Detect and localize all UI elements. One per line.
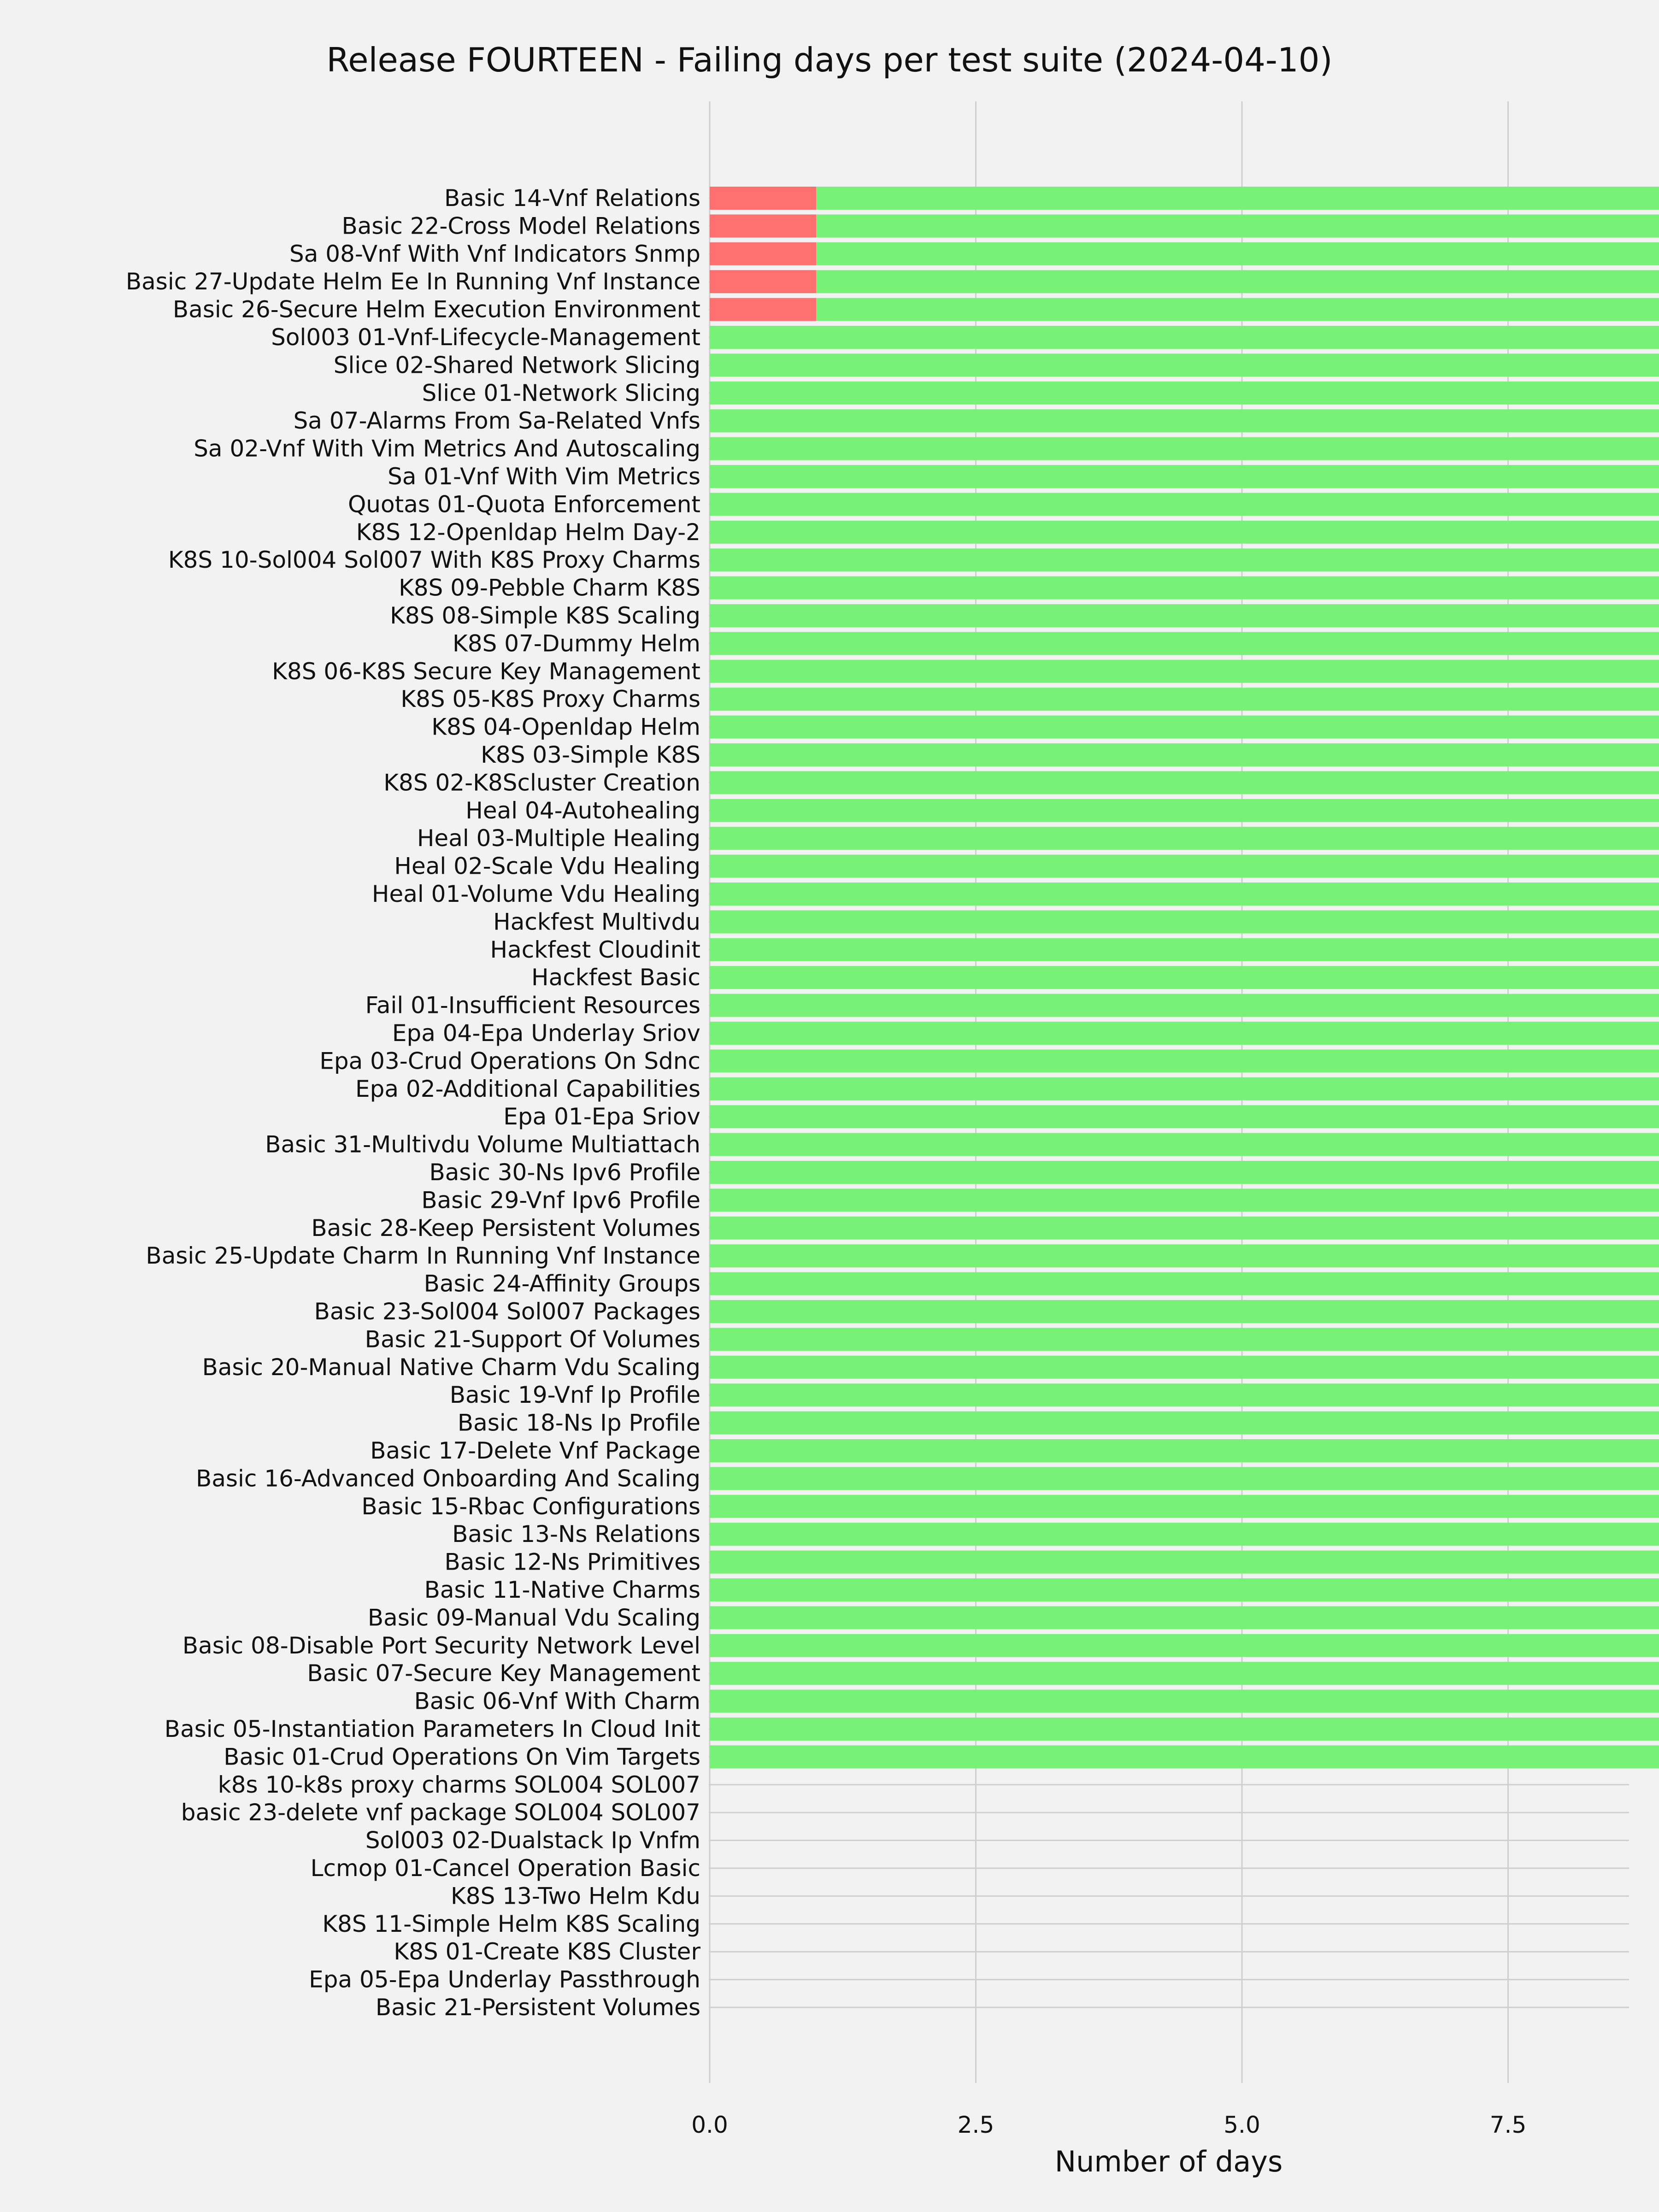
y-tick-label: Basic 28-Keep Persistent Volumes	[311, 1214, 700, 1241]
bar-passing-days	[710, 1439, 1659, 1462]
y-tick-label: K8S 05-K8S Proxy Charms	[400, 686, 700, 713]
bar-passing-days	[710, 409, 1659, 432]
y-tick-label: Heal 03-Multiple Healing	[417, 825, 700, 852]
bar-passing-days	[710, 1606, 1659, 1629]
bars-group	[710, 187, 1659, 1768]
bar-passing-days	[710, 1551, 1659, 1574]
y-tick-label: Basic 25-Update Charm In Running Vnf Instance	[146, 1242, 700, 1270]
y-tick-label: Basic 19-Vnf Ip Profile	[449, 1382, 700, 1409]
y-tick-label: K8S 07-Dummy Helm	[453, 630, 700, 657]
bar-passing-days	[710, 855, 1659, 878]
y-tick-label: Basic 23-Sol004 Sol007 Packages	[314, 1298, 700, 1325]
bar-passing-days	[710, 632, 1659, 655]
y-tick-label: Basic 13-Ns Relations	[452, 1521, 700, 1548]
y-tick-label: Basic 24-Affinity Groups	[424, 1270, 700, 1297]
y-tick-label: K8S 02-K8Scluster Creation	[383, 769, 700, 796]
bar-passing-days	[710, 688, 1659, 711]
bar-passing-days	[710, 353, 1659, 377]
bar-failing-days	[710, 214, 816, 237]
bar-passing-days	[710, 465, 1659, 488]
bar-passing-days	[710, 660, 1659, 683]
bar-passing-days	[710, 743, 1659, 766]
bar-passing-days	[710, 382, 1659, 405]
y-tick-label: Basic 08-Disable Port Security Network Level	[182, 1632, 700, 1659]
y-tick-label: Epa 02-Additional Capabilities	[355, 1075, 700, 1102]
bar-failing-days	[710, 242, 816, 265]
y-tick-label: Heal 02-Scale Vdu Healing	[394, 853, 700, 880]
y-tick-label: Heal 04-Autohealing	[465, 797, 700, 824]
y-tick-label: Fail 01-Insufficient Resources	[365, 992, 700, 1019]
y-tick-label: K8S 01-Create K8S Cluster	[394, 1938, 700, 1965]
y-tick-label: K8S 04-Openldap Helm	[431, 713, 700, 741]
y-tick-label: Basic 20-Manual Native Charm Vdu Scaling	[202, 1353, 700, 1381]
y-tick-label: Basic 06-Vnf With Charm	[414, 1688, 700, 1715]
bar-passing-days	[710, 1745, 1659, 1768]
y-tick-label: K8S 03-Simple K8S	[481, 741, 700, 768]
x-tick-label: 7.5	[1489, 2112, 1527, 2138]
y-tick-label: Basic 27-Update Helm Ee In Running Vnf Instance	[125, 268, 700, 295]
bar-passing-days	[710, 1690, 1659, 1713]
bar-passing-days	[710, 771, 1659, 794]
y-tick-label: Basic 17-Delete Vnf Package	[370, 1437, 700, 1464]
y-tick-label: Basic 05-Instantiation Parameters In Cloud Init	[164, 1716, 700, 1742]
y-tick-label: K8S 08-Simple K8S Scaling	[390, 602, 700, 629]
bar-passing-days	[816, 270, 1659, 293]
bar-passing-days	[816, 242, 1659, 265]
bar-passing-days	[710, 1718, 1659, 1741]
y-tick-label: Basic 18-Ns Ip Profile	[457, 1409, 700, 1436]
bar-passing-days	[710, 577, 1659, 600]
y-tick-label: Slice 02-Shared Network Slicing	[333, 352, 700, 379]
bar-passing-days	[710, 938, 1659, 961]
bar-failing-days	[710, 187, 816, 210]
y-tick-label: k8s 10-k8s proxy charms SOL004 SOL007	[218, 1771, 700, 1798]
bar-passing-days	[710, 1578, 1659, 1601]
bar-passing-days	[710, 882, 1659, 906]
bar-passing-days	[710, 1272, 1659, 1295]
bar-passing-days	[710, 910, 1659, 933]
bar-passing-days	[710, 1300, 1659, 1323]
y-tick-label: K8S 09-Pebble Charm K8S	[399, 574, 700, 601]
x-tick-label: 2.5	[957, 2112, 994, 2138]
bar-failing-days	[710, 270, 816, 293]
y-tick-label: K8S 13-Two Helm Kdu	[450, 1883, 700, 1910]
bar-passing-days	[710, 1133, 1659, 1156]
y-tick-label: Sa 02-Vnf With Vim Metrics And Autoscaling	[194, 435, 700, 462]
bar-passing-days	[710, 521, 1659, 544]
bar-passing-days	[710, 604, 1659, 627]
bar-passing-days	[710, 994, 1659, 1017]
y-tick-label: Epa 03-Crud Operations On Sdnc	[319, 1047, 700, 1075]
y-tick-label: K8S 10-Sol004 Sol007 With K8S Proxy Charms	[168, 547, 700, 574]
bar-passing-days	[710, 1328, 1659, 1351]
chart-title: Release FOURTEEN - Failing days per test suite (2024-04-10)	[326, 41, 1333, 79]
bar-passing-days	[710, 1077, 1659, 1100]
y-tick-label: Basic 12-Ns Primitives	[444, 1548, 700, 1576]
bar-passing-days	[710, 1244, 1659, 1267]
bar-passing-days	[710, 827, 1659, 850]
y-tick-label: Basic 26-Secure Helm Execution Environment	[172, 296, 700, 323]
y-tick-label: Basic 31-Multivdu Volume Multiattach	[265, 1131, 700, 1158]
bar-passing-days	[710, 1049, 1659, 1072]
y-tick-label: Basic 15-Rbac Configurations	[361, 1493, 700, 1520]
y-tick-label: Quotas 01-Quota Enforcement	[347, 491, 700, 518]
bar-passing-days	[710, 1105, 1659, 1128]
bar-passing-days	[710, 437, 1659, 460]
y-tick-label: Basic 01-Crud Operations On Vim Targets	[224, 1743, 700, 1771]
y-tick-label: Hackfest Multivdu	[493, 908, 700, 935]
bar-passing-days	[710, 1412, 1659, 1435]
y-tick-label: Basic 22-Cross Model Relations	[341, 212, 700, 240]
y-tick-label: Hackfest Cloudinit	[490, 936, 700, 963]
y-tick-label: Sa 08-Vnf With Vnf Indicators Snmp	[289, 240, 700, 267]
bar-passing-days	[710, 1188, 1659, 1212]
y-tick-label: Lcmop 01-Cancel Operation Basic	[310, 1855, 700, 1882]
y-tick-label: Sa 07-Alarms From Sa-Related Vnfs	[293, 407, 700, 435]
y-tick-label: Heal 01-Volume Vdu Healing	[371, 881, 700, 907]
y-tick-label: K8S 11-Simple Helm K8S Scaling	[322, 1910, 700, 1937]
y-tick-label: Sa 01-Vnf With Vim Metrics	[388, 463, 700, 490]
y-tick-label: Basic 30-Ns Ipv6 Profile	[429, 1159, 700, 1186]
y-tick-label: Hackfest Basic	[531, 964, 700, 991]
bar-passing-days	[710, 966, 1659, 989]
bar-passing-days	[710, 1523, 1659, 1546]
y-tick-label: Basic 21-Support Of Volumes	[365, 1326, 700, 1353]
x-tick-label: 0.0	[691, 2112, 728, 2138]
y-tick-label: Basic 14-Vnf Relations	[444, 185, 700, 212]
y-tick-label: K8S 12-Openldap Helm Day-2	[356, 518, 700, 546]
y-tick-label: K8S 06-K8S Secure Key Management	[272, 658, 700, 685]
y-tick-label: Sol003 02-Dualstack Ip Vnfm	[365, 1827, 700, 1854]
bar-passing-days	[816, 214, 1659, 237]
y-tick-label: basic 23-delete vnf package SOL004 SOL007	[181, 1799, 700, 1826]
bar-passing-days	[710, 1634, 1659, 1657]
x-axis-label: Number of days	[1054, 2145, 1283, 2178]
bar-passing-days	[710, 1022, 1659, 1045]
bar-passing-days	[710, 1495, 1659, 1518]
bar-passing-days	[710, 326, 1659, 349]
bar-passing-days	[710, 1217, 1659, 1240]
bar-failing-days	[710, 298, 816, 321]
bar-passing-days	[710, 493, 1659, 516]
bar-passing-days	[710, 1356, 1659, 1379]
bar-passing-days	[710, 1383, 1659, 1406]
bar-passing-days	[710, 799, 1659, 822]
bar-passing-days	[710, 548, 1659, 571]
bar-passing-days	[816, 187, 1659, 210]
bar-passing-days	[710, 1467, 1659, 1490]
y-tick-label: Slice 01-Network Slicing	[422, 379, 700, 406]
y-tick-label: Sol003 01-Vnf-Lifecycle-Management	[271, 324, 700, 351]
y-tick-label: Epa 01-Epa Sriov	[503, 1103, 700, 1130]
y-tick-label: Basic 29-Vnf Ipv6 Profile	[421, 1187, 700, 1214]
bar-passing-days	[816, 298, 1659, 321]
bar-passing-days	[710, 1161, 1659, 1184]
y-tick-label: Basic 09-Manual Vdu Scaling	[367, 1604, 700, 1631]
y-tick-label: Basic 21-Persistent Volumes	[375, 1994, 700, 2021]
y-tick-label: Epa 04-Epa Underlay Sriov	[392, 1020, 700, 1047]
y-tick-label: Epa 05-Epa Underlay Passthrough	[309, 1966, 700, 1993]
y-tick-label: Basic 11-Native Charms	[424, 1577, 700, 1603]
bar-passing-days	[710, 1662, 1659, 1685]
y-tick-label: Basic 07-Secure Key Management	[307, 1660, 700, 1687]
x-tick-label: 5.0	[1224, 2112, 1260, 2138]
y-tick-label: Basic 16-Advanced Onboarding And Scaling	[196, 1465, 700, 1492]
bar-passing-days	[710, 716, 1659, 739]
